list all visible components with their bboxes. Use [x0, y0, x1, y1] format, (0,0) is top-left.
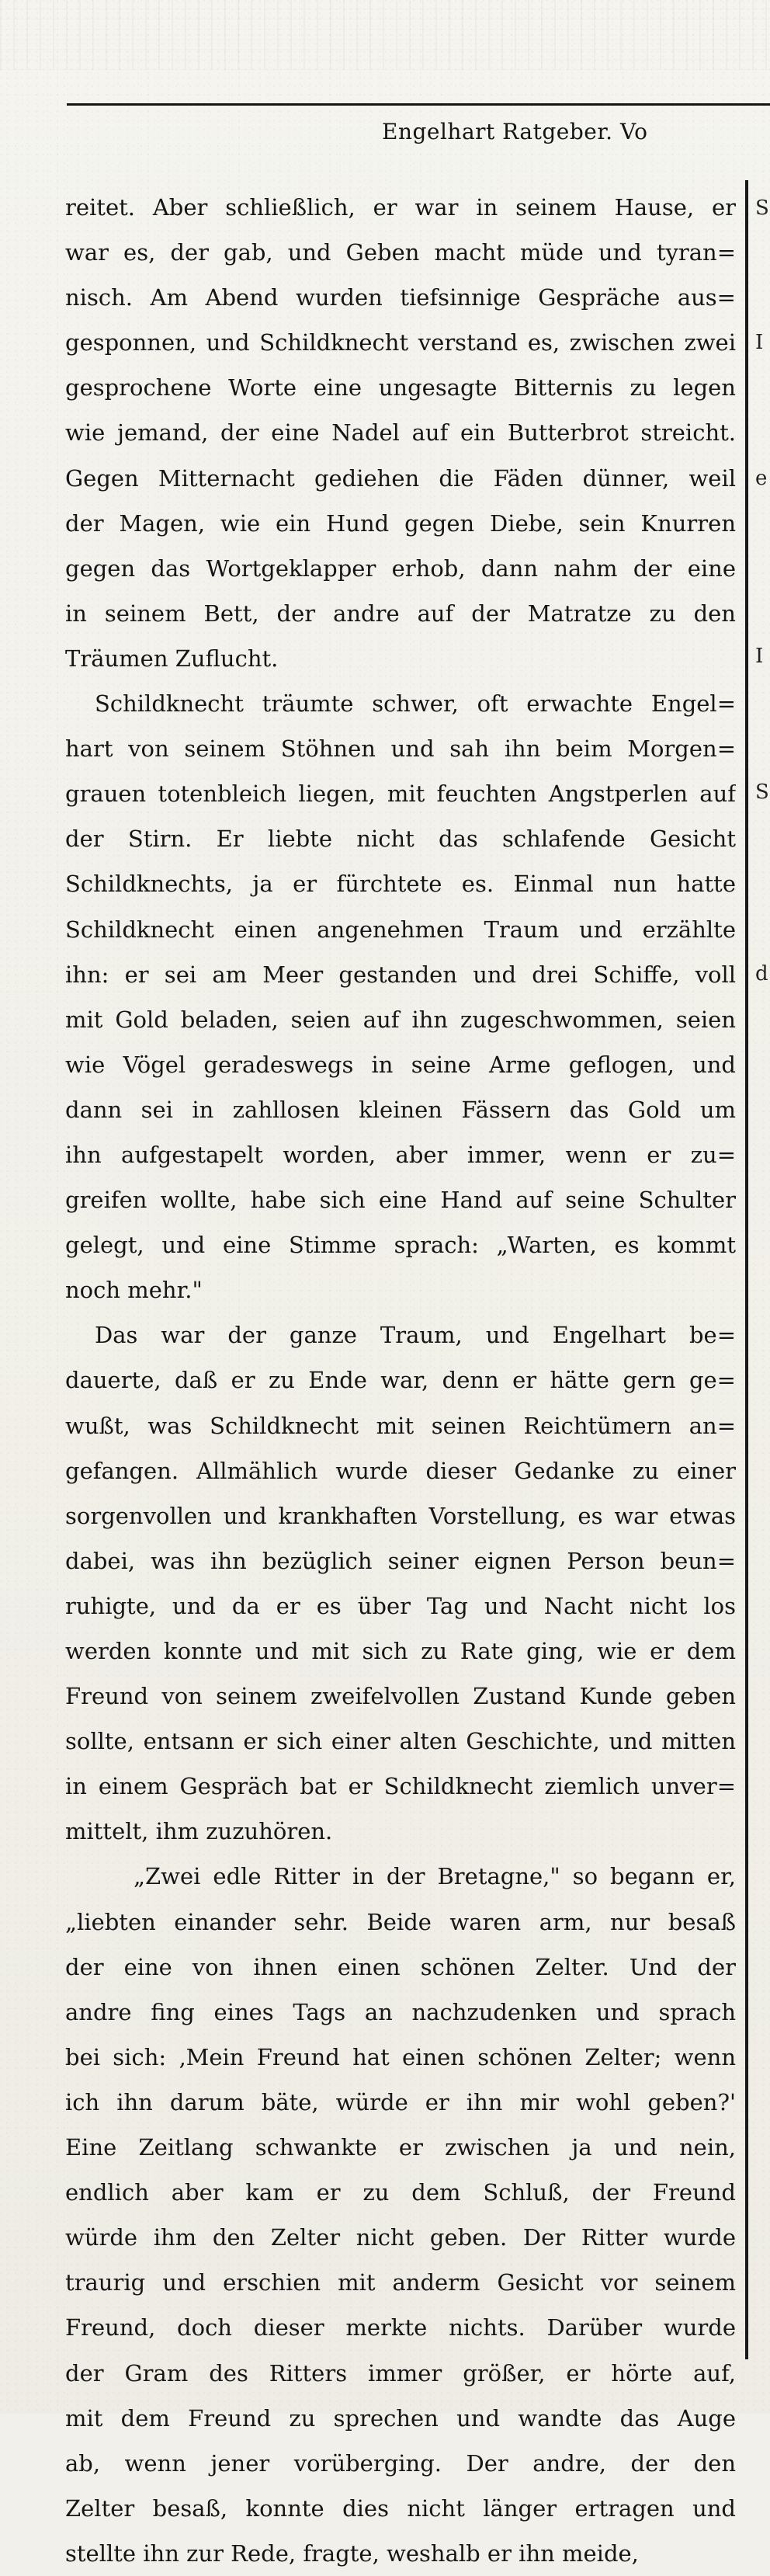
text-line: Schildknecht träumte schwer, oft erwachte Engel=	[95, 690, 736, 718]
text-line: Zelter besaß, konnte dies nicht länger ertragen und	[65, 2494, 736, 2522]
text-line: endlich aber kam er zu dem Schluß, der Freund	[65, 2179, 736, 2206]
text-line: ruhigte, und da er es über Tag und Nacht nicht los	[65, 1592, 736, 1619]
text-line: wußt, was Schildknecht mit seinen Reichtümern an=	[65, 1412, 736, 1439]
text-line: wie Vögel geradeswegs in seine Arme geflogen, und	[65, 1051, 736, 1078]
text-line: gegen das Wortgeklapper erhob, dann nahm der eine	[65, 554, 736, 582]
text-line: Freund von seinem zweifelvollen Zustand Kunde geben	[65, 1683, 736, 1710]
adjacent-column-letter: d	[755, 962, 768, 986]
text-line: hart von seinem Stöhnen und sah ihn beim Morgen=	[65, 735, 736, 763]
text-line: sollte, entsann er sich einer alten Geschichte, und mitten	[65, 1728, 736, 1755]
scan-noise-strip	[0, 0, 770, 70]
paragraph	[65, 185, 736, 681]
adjacent-column-letter: I	[755, 645, 764, 668]
text-line: stellte ihn zur Rede, fragte, weshalb er ihn meide,	[65, 2539, 639, 2567]
running-head: Engelhart Ratgeber. Vo	[382, 119, 648, 144]
text-line: mit dem Freund zu sprechen und wandte das Auge	[65, 2404, 736, 2432]
text-line: der Stirn. Er liebte nicht das schlafende Gesicht	[65, 826, 736, 853]
text-line: grauen totenbleich liegen, mit feuchten Angstperlen auf	[65, 780, 736, 808]
adjacent-column-letter: I	[755, 331, 764, 354]
text-line: Schildknecht einen angenehmen Traum und erzählte	[65, 916, 736, 943]
text-line: gesponnen, und Schildknecht verstand es, zwischen zwei	[65, 329, 736, 356]
text-line: Gegen Mitternacht gediehen die Fäden dünner, weil	[65, 464, 736, 492]
text-line: greifen wollte, habe sich eine Hand auf seine Schulter	[65, 1187, 736, 1214]
text-line: mit Gold beladen, seien auf ihn zugeschwommen, seien	[65, 1006, 736, 1033]
paragraph	[65, 1854, 736, 2576]
column-divider-rule	[745, 180, 748, 2359]
adjacent-column-letter: e	[755, 467, 768, 490]
text-line: ihn: er sei am Meer gestanden und drei Schiffe, voll	[65, 961, 736, 988]
text-line: der eine von ihnen einen schönen Zelter. Und der	[65, 1953, 736, 1980]
text-line: nisch. Am Abend wurden tiefsinnige Gespräche aus=	[65, 284, 736, 311]
text-line: Eine Zeitlang schwankte er zwischen ja und nein,	[65, 2134, 736, 2161]
text-line: noch mehr."	[65, 1277, 203, 1304]
body-text-column	[65, 185, 736, 2576]
text-line: Schildknechts, ja er fürchtete es. Einmal nun hatte	[65, 871, 736, 898]
paragraph	[65, 1312, 736, 1854]
text-line: dann sei in zahllosen kleinen Fässern das Gold um	[65, 1096, 736, 1123]
text-line: ihn aufgestapelt worden, aber immer, wenn er zu=	[65, 1141, 736, 1168]
text-line: gefangen. Allmählich wurde dieser Gedanke zu einer	[65, 1457, 736, 1484]
text-line: wie jemand, der eine Nadel auf ein Butterbrot streicht.	[65, 419, 736, 447]
text-line: der Magen, wie ein Hund gegen Diebe, sein Knurren	[65, 509, 736, 537]
text-line: traurig und erschien mit anderm Gesicht vor seinem	[65, 2269, 736, 2296]
header-rule	[67, 103, 770, 106]
text-line: sorgenvollen und krankhaften Vorstellung, es war etwas	[65, 1502, 736, 1529]
text-line: dauerte, daß er zu Ende war, denn er hätte gern ge=	[65, 1367, 736, 1394]
text-line: bei sich: ‚Mein Freund hat einen schönen Zelter; wenn	[65, 2043, 736, 2070]
text-line: „liebten einander sehr. Beide waren arm, nur besaß	[65, 1908, 736, 1935]
text-line: in einem Gespräch bat er Schildknecht ziemlich unver=	[65, 1773, 736, 1800]
text-line: gelegt, und eine Stimme sprach: „Warten, es kommt	[65, 1232, 736, 1259]
text-line: war es, der gab, und Geben macht müde und tyran=	[65, 239, 736, 266]
text-line: mittelt, ihm zuzuhören.	[65, 1818, 333, 1845]
text-line: werden konnte und mit sich zu Rate ging, wie er dem	[65, 1638, 736, 1664]
text-line: Freund, doch dieser merkte nichts. Darüber wurde	[65, 2314, 736, 2341]
text-line: ab, wenn jener vorüberging. Der andre, der den	[65, 2449, 736, 2477]
text-line: reitet. Aber schließlich, er war in seinem Hause, er	[65, 194, 736, 221]
text-line: gesprochene Worte eine ungesagte Bitternis zu legen	[65, 374, 736, 402]
text-line: in seinem Bett, der andre auf der Matratze zu den	[65, 600, 736, 627]
adjacent-column-letter: S	[755, 196, 769, 220]
text-line: dabei, was ihn bezüglich seiner eignen Person beun=	[65, 1547, 736, 1574]
text-line: andre fing eines Tags an nachzudenken und sprach	[65, 1998, 736, 2025]
text-line: der Gram des Ritters immer größer, er hörte auf,	[65, 2359, 736, 2387]
text-line: Träumen Zuflucht.	[65, 645, 279, 672]
text-line: „Zwei edle Ritter in der Bretagne," so begann er,	[134, 1863, 736, 1890]
text-line: ich ihn darum bäte, würde er ihn mir wohl geben?'	[65, 2088, 736, 2115]
text-line: würde ihm den Zelter nicht geben. Der Ritter wurde	[65, 2224, 736, 2251]
paragraph	[65, 681, 736, 1312]
text-line: Das war der ganze Traum, und Engelhart be=	[95, 1322, 736, 1349]
adjacent-column-letter: S	[755, 780, 769, 804]
